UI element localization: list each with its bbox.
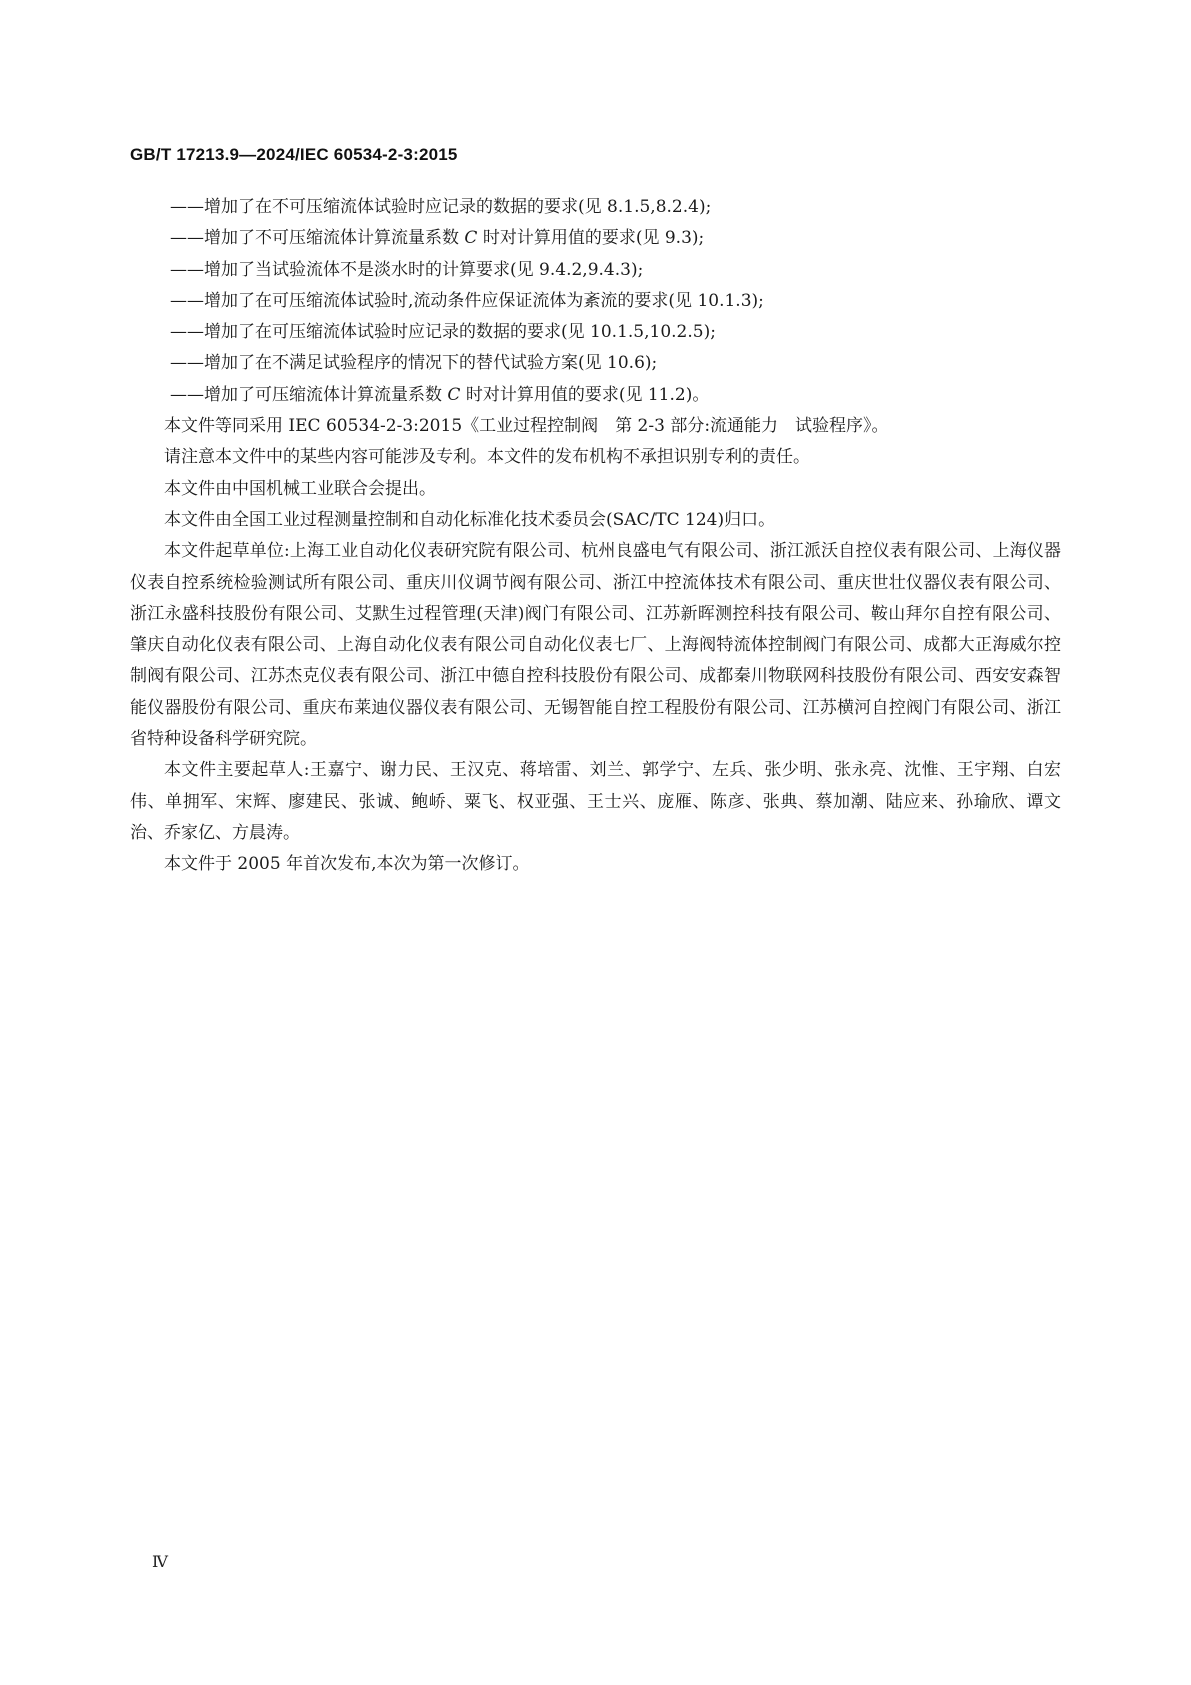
change-item-text: ——增加了不可压缩流体计算流量系数 — [170, 228, 465, 249]
change-item — [130, 317, 1061, 348]
flow-coefficient-symbol: C — [447, 384, 461, 405]
patent-notice: 请注意本文件中的某些内容可能涉及专利。本文件的发布机构不承担识别专利的责任。 — [164, 447, 810, 468]
change-item — [130, 255, 1061, 286]
drafters-paragraph: 本文件主要起草人:王嘉宁、谢力民、王汉克、蒋培雷、刘兰、郭学宁、左兵、张少明、张永亮、沈惟、王宇翔、白宏伟、单拥军、宋辉、廖建民、张诚、鲍峤、粟飞、权亚强、王士兴、庞雁、陈彦、张典、蔡加潮、陆应来、孙瑜欣、谭文治、乔家亿、方晨涛。 — [130, 760, 1061, 843]
change-item — [130, 192, 1061, 223]
change-item — [130, 348, 1061, 379]
flow-coefficient-symbol: C — [464, 228, 478, 249]
change-item-text: ——增加了在可压缩流体试验时,流动条件应保证流体为紊流的要求(见 10.1.3); — [170, 290, 764, 311]
change-item-text: ——增加了在不可压缩流体试验时应记录的数据的要求(见 8.1.5,8.2.4); — [170, 197, 712, 217]
change-item-text: 时对计算用值的要求(见 11.2)。 — [460, 384, 710, 405]
publication-history: 本文件于 2005 年首次发布,本次为第一次修订。 — [164, 854, 530, 875]
change-item-text: ——增加了在不满足试验程序的情况下的替代试验方案(见 10.6); — [170, 353, 658, 374]
document-body — [130, 192, 1061, 881]
page-number: Ⅳ — [152, 1552, 168, 1571]
change-item-text: ——增加了在可压缩流体试验时应记录的数据的要求(见 10.1.5,10.2.5); — [170, 322, 716, 343]
adoption-statement: 本文件等同采用 IEC 60534-2-3:2015《工业过程控制阀 第 2-3 部分:流通能力 试验程序》。 — [164, 416, 889, 437]
change-item-text: ——增加了当试验流体不是淡水时的计算要求(见 9.4.2,9.4.3); — [170, 259, 644, 280]
standard-number-header: GB/T 17213.9—2024/IEC 60534-2-3:2015 — [130, 145, 458, 164]
change-item — [130, 286, 1061, 317]
change-item-text: 时对计算用值的要求(见 9.3); — [477, 228, 705, 249]
change-item — [130, 380, 1061, 411]
centralized-management-statement: 本文件由全国工业过程测量控制和自动化标准化技术委员会(SAC/TC 124)归口。 — [164, 509, 776, 530]
proposer-statement: 本文件由中国机械工业联合会提出。 — [164, 478, 436, 499]
drafting-units-paragraph: 本文件起草单位:上海工业自动化仪表研究院有限公司、杭州良盛电气有限公司、浙江派沃自控仪表有限公司、上海仪器仪表自控系统检验测试所有限公司、重庆川仪调节阀有限公司、浙江中控流体技术有限公司、重庆世壮仪器仪表有限公司、浙江永盛科技股份有限公司、艾默生过程管理(天津)阀门有限公司、江苏新晖测控科技有限公司、鞍山拜尔自控有限公司、肇庆自动化仪表有限公司、上海自动化仪表有限公司自动化仪表七厂、上海阀特流体控制阀门有限公司、成都大正海威尔控制阀有限公司、江苏杰克仪表有限公司、浙江中德自控科技股份有限公司、成都秦川物联网科技股份有限公司、西安安森智能仪器股份有限公司、重庆布莱迪仪器仪表有限公司、无锡智能自控工程股份有限公司、江苏横河自控阀门有限公司、浙江省特种设备科学研究院。 — [130, 541, 1061, 750]
change-item-text: ——增加了可压缩流体计算流量系数 — [170, 384, 448, 405]
change-item — [130, 223, 1061, 254]
